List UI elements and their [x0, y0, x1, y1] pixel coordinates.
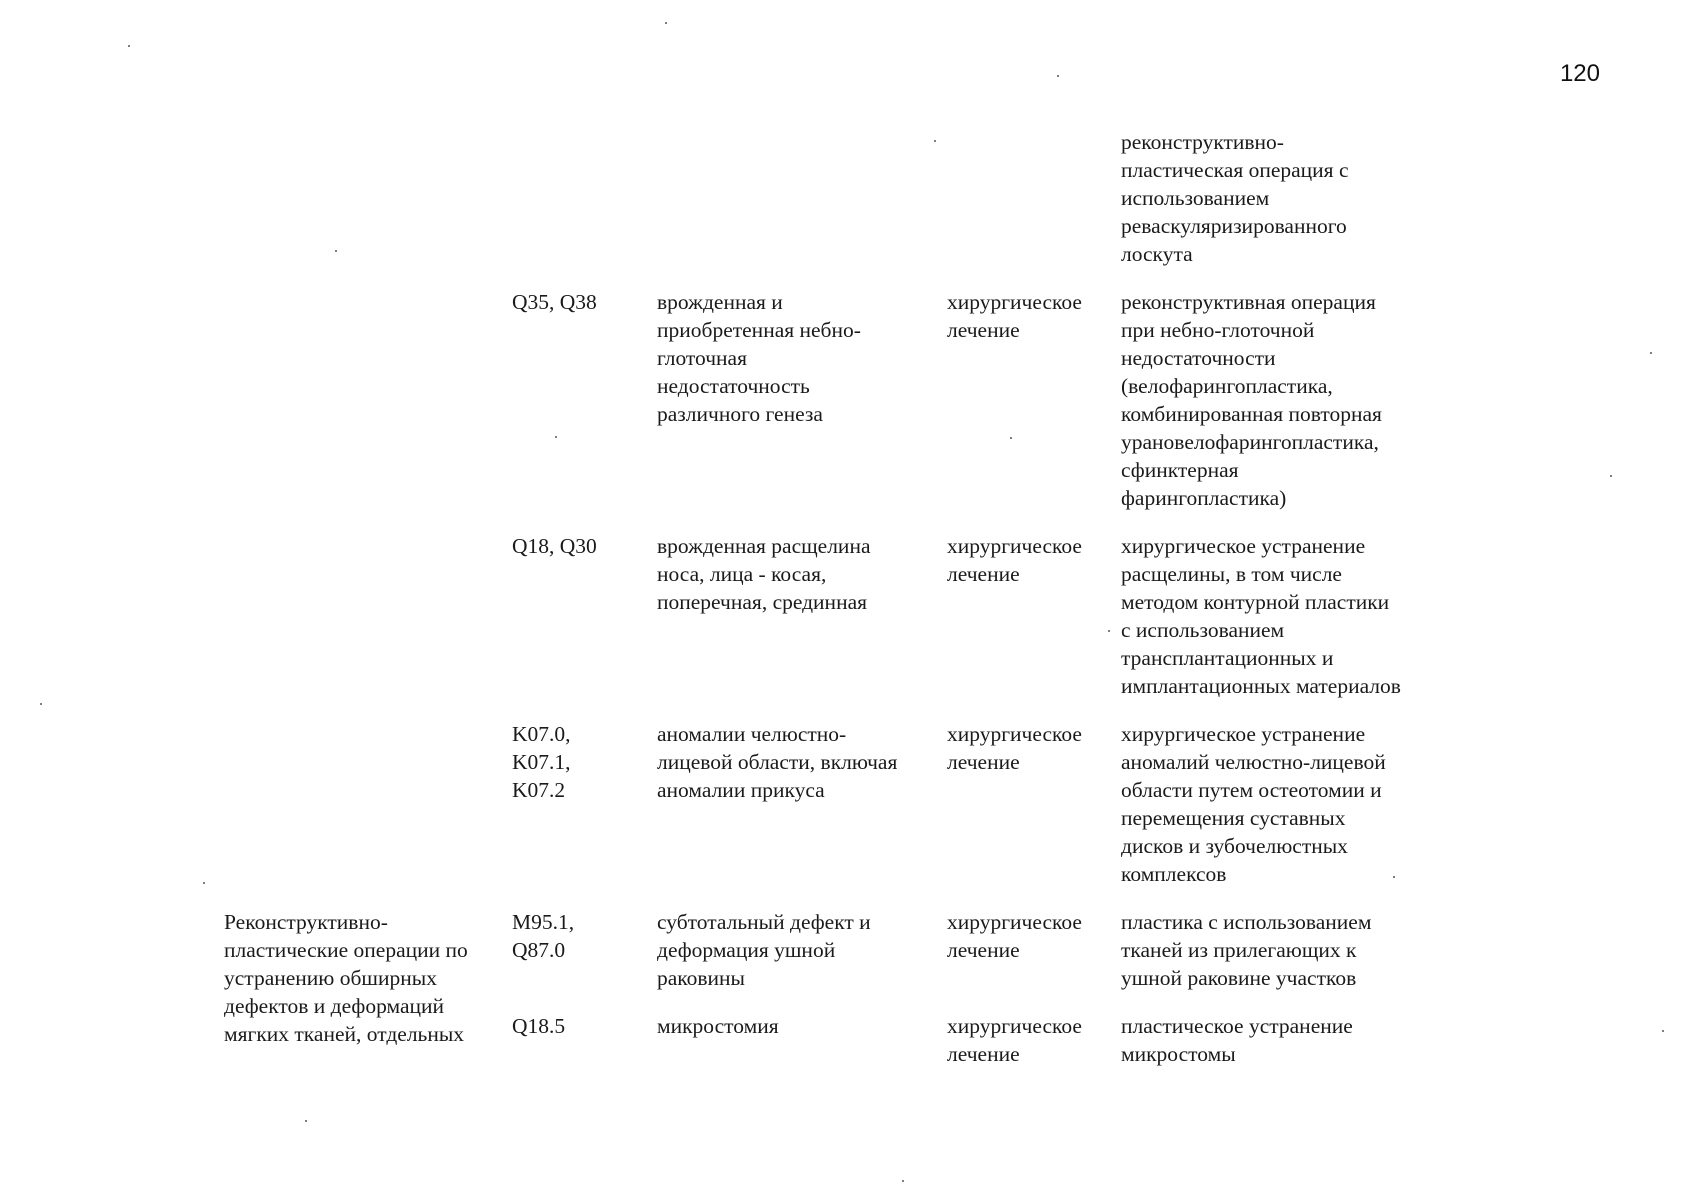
scan-speck [128, 45, 130, 47]
section-name-cell: Реконструктивно- пластические операции по устранению обширных дефектов и деформаций мягких тканей, отдельных [224, 910, 468, 1046]
scan-speck [203, 882, 205, 884]
codes-cell: M95.1, Q87.0 [512, 910, 575, 962]
scan-speck [305, 1120, 307, 1122]
scan-speck [934, 140, 936, 142]
scan-speck [1108, 630, 1110, 632]
page-number: 120 [1559, 60, 1600, 87]
method-cell: реконструктивно- пластическая операция с использованием реваскуляризированного лоскута [1121, 130, 1349, 266]
diagnosis-cell: субтотальный дефект и деформация ушной раковины [657, 910, 871, 990]
scan-speck [335, 250, 337, 252]
cell-empty [220, 128, 508, 288]
table-row [220, 288, 1480, 532]
table-row [220, 908, 1480, 1012]
diagnosis-cell: врожденная и приобретенная небно- глоточная недостаточность различного генеза [657, 290, 861, 426]
table-row [220, 720, 1480, 908]
procedures-table [220, 128, 1480, 1088]
scan-speck [1662, 1030, 1664, 1032]
codes-cell: Q35, Q38 [512, 290, 597, 314]
scan-speck [665, 22, 667, 24]
method-cell: реконструктивная операция при небно-глоточной недостаточности (велофарингопластика, комбинированная повторная урановелофарингопластика, сфинктерная фарингопластика) [1121, 290, 1382, 510]
method-cell: пластическое устранение микростомы [1121, 1014, 1353, 1066]
treatment-cell: хирургическое лечение [947, 722, 1082, 774]
table-row [220, 532, 1480, 720]
scan-speck [40, 703, 42, 705]
diagnosis-cell: микростомия [657, 1014, 779, 1038]
treatment-cell: хирургическое лечение [947, 534, 1082, 586]
method-cell: хирургическое устранение аномалий челюстно-лицевой области путем остеотомии и перемещения суставных дисков и зубочелюстных комплексов [1121, 722, 1386, 886]
treatment-cell: хирургическое лечение [947, 1014, 1082, 1066]
cell-empty [943, 128, 1117, 288]
diagnosis-cell: врожденная расщелина носа, лица - косая, поперечная, срединная [657, 534, 871, 614]
scan-speck [902, 1180, 904, 1182]
diagnosis-cell: аномалии челюстно- лицевой области, включая аномалии прикуса [657, 722, 898, 802]
cell-empty [220, 720, 508, 908]
cell-empty [220, 532, 508, 720]
codes-cell: K07.0, K07.1, K07.2 [512, 722, 571, 802]
treatment-cell: хирургическое лечение [947, 910, 1082, 962]
codes-cell: Q18.5 [512, 1014, 566, 1038]
scan-speck [1057, 75, 1059, 77]
treatment-cell: хирургическое лечение [947, 290, 1082, 342]
table-row-continuation [220, 128, 1480, 288]
scan-speck [1610, 475, 1612, 477]
codes-cell: Q18, Q30 [512, 534, 597, 558]
scan-speck [555, 436, 557, 438]
method-cell: пластика с использованием тканей из прилегающих к ушной раковине участков [1121, 910, 1372, 990]
scan-speck [1393, 876, 1395, 878]
cell-empty [220, 288, 508, 532]
cell-empty [508, 128, 653, 288]
scan-speck [1650, 352, 1652, 354]
method-cell: хирургическое устранение расщелины, в том числе методом контурной пластики с использованием трансплантационных и имплантационных материалов [1121, 534, 1401, 698]
scan-speck [1010, 437, 1012, 439]
cell-empty [653, 128, 943, 288]
